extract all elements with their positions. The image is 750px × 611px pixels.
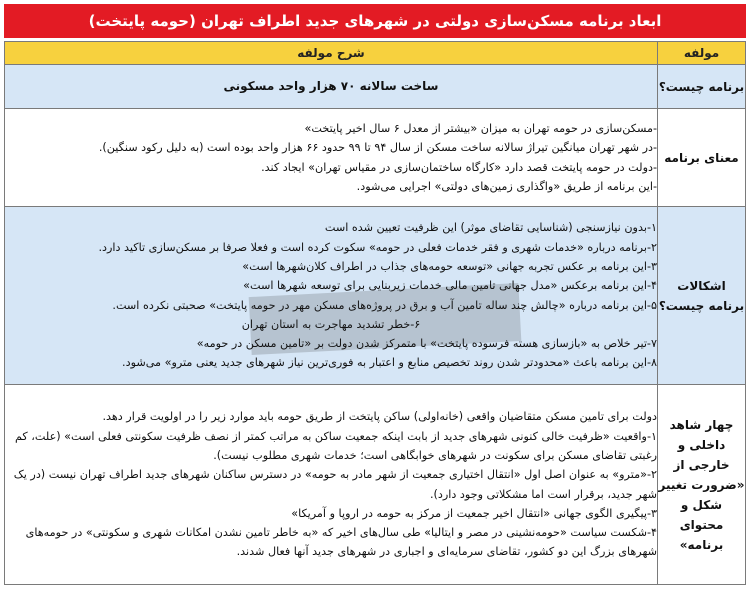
row-line: ۷-تیر خلاص به «بازسازی هسته فرسوده پایتخت» با متمرکز شدن دولت بر «تامین مسکن در حومه»	[196, 337, 657, 351]
header-key: مولفه	[658, 42, 746, 65]
row-key: معنای برنامه	[658, 109, 746, 207]
row-line: ۲-برنامه درباره «خدمات شهری و فقر خدمات فعلی در حومه» سکوت کرده است و فعلا صرفا بر مسکن‌سازی تاکید دارد.	[98, 240, 657, 254]
row-line: ۸-این برنامه باعث «محدودتر شدن روند تخصیص منابع و اعتبار به فوری‌ترین نیاز شهرهای جدید یعنی مترو» می‌شود.	[122, 356, 657, 370]
row-line: ۳-این برنامه بر عکس تجربه جهانی «توسعه حومه‌های جذاب در اطراف کلان‌شهرها است»	[242, 259, 657, 273]
row-value	[5, 207, 658, 385]
row-value	[5, 385, 658, 585]
row-line: دولت برای تامین مسکن متقاضیان واقعی (خانه‌اولی) ساکن پایتخت از طریق حومه باید موارد زیر را در اولویت قرار دهد.	[102, 410, 657, 424]
row-value	[5, 65, 658, 109]
row-line: ۵-این برنامه درباره «چالش چند ساله تامین آب و برق در پروژه‌های مسکن مهر در حومه پایتخت» صحبتی نکرده است.	[112, 298, 657, 312]
table-row	[5, 207, 746, 385]
program-table	[4, 41, 746, 585]
row-line: ۴-این برنامه برعکس «مدل جهانی تامین مالی خدمات زیربنایی برای توسعه شهرها است»	[243, 279, 657, 293]
row-line: ساخت سالانه ۷۰ هزار واحد مسکونی	[223, 78, 439, 93]
row-value	[5, 109, 658, 207]
row-line: -دولت در حومه پایتخت قصد دارد «کارگاه ساختمان‌سازی در مقیاس تهران» ایجاد کند.	[261, 160, 657, 174]
table-row	[5, 385, 746, 585]
row-line: ۶-خطر تشدید مهاجرت به استان تهران	[241, 317, 421, 331]
row-line: ۱-بدون نیازسنجی (شناسایی تقاضای موثر) این ظرفیت تعیین شده است	[324, 221, 657, 235]
row-key: اشکالات برنامه چیست؟	[658, 207, 746, 385]
table-row	[5, 109, 746, 207]
table-header	[5, 42, 746, 65]
row-line: ۳-پیگیری الگوی جهانی «انتقال اخیر جمعیت از مرکز به حومه در اروپا و آمریکا»	[291, 506, 657, 520]
row-key: چهار شاهد داخلی و خارجی از «ضرورت تغییر شکل و محتوای برنامه»	[658, 385, 746, 585]
title-bar: ابعاد برنامه مسکن‌سازی دولتی در شهرهای جدید اطراف تهران (حومه پایتخت)	[4, 4, 746, 38]
row-line: ۴-شکست سیاست «حومه‌نشینی در مصر و ایتالیا» طی سال‌های اخیر که «به خاطر تامین نشدن امکانات شهری و سکونتی» در حومه‌های شهرهای بزرگ این دو کشور، تقاضای سرمایه‌ای و اجباری در شهرهای جدید آنها فعال شدند.	[25, 526, 657, 559]
row-line: ۲-«مترو» به عنوان اصل اول «انتقال اختیاری جمعیت از شهر مادر به حومه» در دسترس ساکنان شهرهای جدید اطراف تهران نیست (در یک شهر جدید، برقرار است اما مشکلاتی وجود دارد).	[13, 468, 657, 501]
table-row	[5, 65, 746, 109]
row-line: ۱-واقعیت «ظرفیت خالی کنونی شهرهای جدید از بابت اینکه جمعیت ساکن به مراتب کمتر از نصف ظرفیت سکونتی فعلی است» (علت، کم رغبتی تقاضای مسکن برای سکونت در شهرهای خوابگاهی است؛ خدمات شهری مطلوب نیست).	[14, 429, 657, 462]
row-key: برنامه چیست؟	[658, 65, 746, 109]
row-line: -در شهر تهران میانگین تیراژ سالانه ساخت مسکن از سال ۹۴ تا ۹۹ حدود ۶۶ هزار واحد بوده است (به دلیل رکود سنگین).	[98, 141, 657, 155]
row-line: -این برنامه از طریق «واگذاری زمین‌های دولتی» اجرایی می‌شود.	[356, 179, 657, 193]
row-line: -مسکن‌سازی در حومه تهران به میزان «بیشتر از معدل ۶ سال اخیر پایتخت»	[304, 121, 657, 135]
header-value: شرح مولفه	[5, 42, 658, 65]
